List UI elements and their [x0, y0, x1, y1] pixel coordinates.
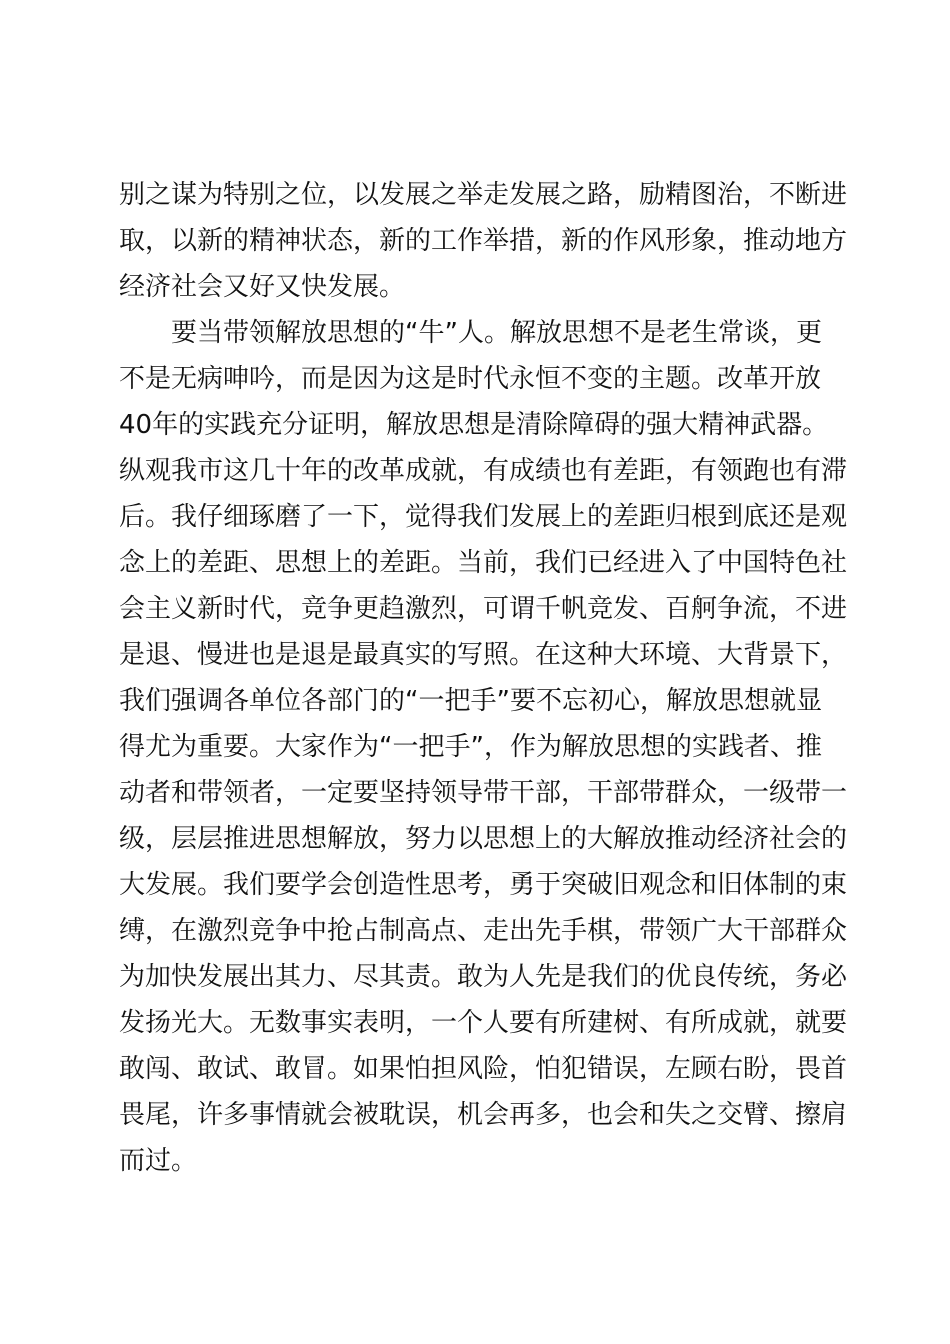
text-line: 得尤为重要。大家作为“一把手”，作为解放思想的实践者、推 — [119, 732, 822, 762]
text-line: 大发展。我们要学会创造性思考，勇于突破旧观念和旧体制的束 — [119, 870, 848, 900]
text-line: 40年的实践充分证明，解放思想是清除障碍的强大精神武器。 — [119, 410, 829, 440]
text-line: 级，层层推进思想解放，努力以思想上的大解放推动经济社会的 — [119, 824, 848, 854]
text-line: 纵观我市这几十年的改革成就，有成绩也有差距，有领跑也有滞 — [119, 456, 848, 486]
text-line: 后。我仔细琢磨了一下，觉得我们发展上的差距归根到底还是观 — [119, 502, 848, 532]
text-line: 发扬光大。无数事实表明，一个人要有所建树、有所成就，就要 — [119, 1008, 848, 1038]
text-line: 会主义新时代，竞争更趋激烈，可谓千帆竞发、百舸争流，不进 — [119, 594, 848, 624]
text-line: 畏尾，许多事情就会被耽误，机会再多，也会和失之交臂、擦肩 — [119, 1100, 848, 1130]
text-line: 缚，在激烈竞争中抢占制高点、走出先手棋，带领广大干部群众 — [119, 916, 848, 946]
paragraph-first-line: 要当带领解放思想的“牛”人。解放思想不是老生常谈，更 — [171, 318, 822, 348]
text-line: 取，以新的精神状态，新的工作举措，新的作风形象，推动地方 — [119, 226, 848, 256]
text-line: 动者和带领者，一定要坚持领导带干部，干部带群众，一级带一 — [119, 778, 848, 808]
text-line: 我们强调各单位各部门的“一把手”要不忘初心，解放思想就显 — [119, 686, 822, 716]
text-line: 别之谋为特别之位，以发展之举走发展之路，励精图治，不断进 — [119, 180, 848, 210]
text-line: 是退、慢进也是退是最真实的写照。在这种大环境、大背景下， — [119, 640, 848, 670]
text-line: 敢闯、敢试、敢冒。如果怕担风险，怕犯错误，左顾右盼，畏首 — [119, 1054, 848, 1084]
text-line: 念上的差距、思想上的差距。当前，我们已经进入了中国特色社 — [119, 548, 848, 578]
text-line: 而过。 — [119, 1146, 198, 1176]
text-line: 为加快发展出其力、尽其责。敢为人先是我们的优良传统，务必 — [119, 962, 848, 992]
text-line: 不是无病呻吟，而是因为这是时代永恒不变的主题。改革开放 — [119, 364, 822, 394]
text-line: 经济社会又好又快发展。 — [119, 272, 406, 302]
